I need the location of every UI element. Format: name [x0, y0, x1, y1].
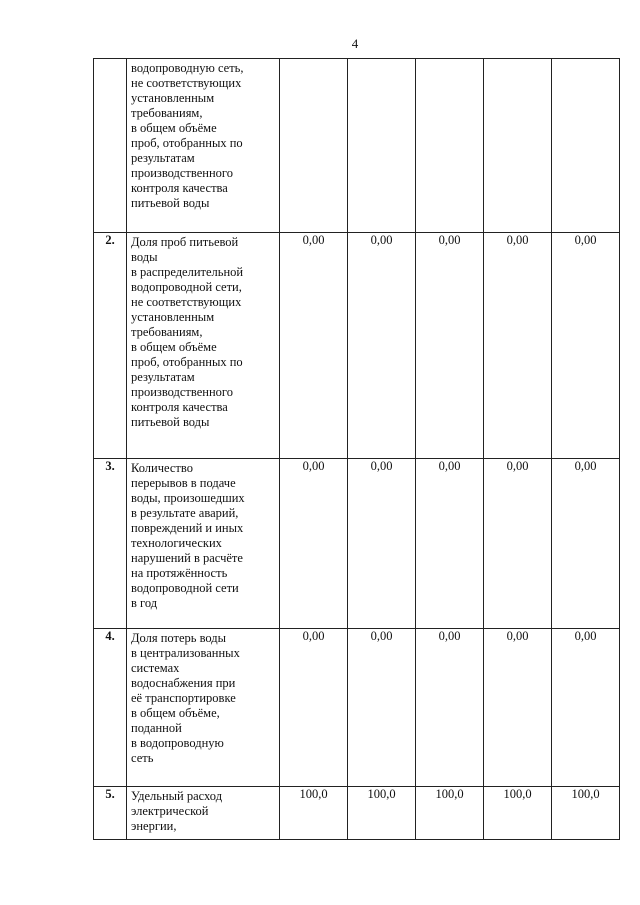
indicator-description: [127, 787, 280, 840]
description-line: требованиям,: [131, 325, 203, 339]
description-line: технологических: [131, 536, 222, 550]
description-line: повреждений и иных: [131, 521, 244, 535]
description-line: не соответствующих: [131, 295, 242, 309]
value-cell: 0,00: [348, 233, 416, 459]
value-cell: 0,00: [552, 233, 620, 459]
indicator-table: [93, 58, 620, 840]
value-cell: 100,0: [280, 787, 348, 840]
value-cell: 0,00: [280, 233, 348, 459]
value-cell: 0,00: [484, 629, 552, 787]
value-cell: 0,00: [484, 233, 552, 459]
description-line: Доля потерь воды: [131, 631, 227, 645]
description-line: контроля качества: [131, 400, 228, 414]
description-line: электрической: [131, 804, 209, 818]
value-cell: 100,0: [348, 787, 416, 840]
description-line: в распределительной: [131, 265, 244, 279]
description-line: в результате аварий,: [131, 506, 239, 520]
description-line: Доля проб питьевой: [131, 235, 239, 249]
description-line: питьевой воды: [131, 196, 210, 210]
description-line: в общем объёме: [131, 340, 217, 354]
description-line: производственного: [131, 166, 233, 180]
row-number: 4.: [94, 629, 127, 787]
value-cell: 100,0: [416, 787, 484, 840]
table-row-2: [94, 233, 620, 459]
description-line: Удельный расход: [131, 789, 223, 803]
description-line: нарушений в расчёте: [131, 551, 243, 565]
row-number: 3.: [94, 459, 127, 629]
value-cell: 0,00: [416, 233, 484, 459]
description-line: не соответствующих: [131, 76, 242, 90]
value-cell: [416, 59, 484, 233]
value-cell: [280, 59, 348, 233]
description-line: в общем объёме,: [131, 706, 220, 720]
table-row-4: [94, 629, 620, 787]
indicator-description: [127, 233, 280, 459]
value-cell: 0,00: [552, 459, 620, 629]
indicator-description: [127, 59, 280, 233]
table-row-continuation: [94, 59, 620, 233]
description-line: поданной: [131, 721, 182, 735]
description-line: системах: [131, 661, 180, 675]
value-cell: 0,00: [484, 459, 552, 629]
description-line: питьевой воды: [131, 415, 210, 429]
description-line: в общем объёме: [131, 121, 217, 135]
description-line: проб, отобранных по: [131, 355, 243, 369]
value-cell: 0,00: [552, 629, 620, 787]
value-cell: 100,0: [552, 787, 620, 840]
description-line: водоснабжения при: [131, 676, 236, 690]
value-cell: 0,00: [280, 459, 348, 629]
value-cell: 0,00: [348, 459, 416, 629]
value-cell: [552, 59, 620, 233]
row-number: 2.: [94, 233, 127, 459]
description-line: энергии,: [131, 819, 177, 833]
value-cell: 100,0: [484, 787, 552, 840]
row-number: 5.: [94, 787, 127, 840]
value-cell: 0,00: [348, 629, 416, 787]
value-cell: 0,00: [416, 459, 484, 629]
value-cell: [484, 59, 552, 233]
description-line: контроля качества: [131, 181, 228, 195]
description-line: установленным: [131, 310, 215, 324]
value-cell: [348, 59, 416, 233]
indicator-description: [127, 629, 280, 787]
description-line: перерывов в подаче: [131, 476, 236, 490]
table-row-5: [94, 787, 620, 840]
table-row-3: [94, 459, 620, 629]
description-line: требованиям,: [131, 106, 203, 120]
description-line: в водопроводную: [131, 736, 224, 750]
value-cell: 0,00: [280, 629, 348, 787]
description-line: на протяжённость: [131, 566, 228, 580]
description-line: в год: [131, 596, 158, 610]
indicator-description: [127, 459, 280, 629]
description-line: установленным: [131, 91, 215, 105]
description-line: в централизованных: [131, 646, 240, 660]
description-line: воды, произошедших: [131, 491, 245, 505]
description-line: результатам: [131, 151, 195, 165]
description-line: воды: [131, 250, 158, 264]
description-line: проб, отобранных по: [131, 136, 243, 150]
description-line: водопроводную сеть,: [131, 61, 244, 75]
description-line: результатам: [131, 370, 195, 384]
page-number: 4: [351, 36, 359, 51]
value-cell: 0,00: [416, 629, 484, 787]
row-number-cell: [94, 59, 127, 233]
description-line: водопроводной сети,: [131, 280, 242, 294]
description-line: водопроводной сети: [131, 581, 239, 595]
description-line: сеть: [131, 751, 154, 765]
description-line: Количество: [131, 461, 193, 475]
description-line: её транспортировке: [131, 691, 236, 705]
description-line: производственного: [131, 385, 233, 399]
